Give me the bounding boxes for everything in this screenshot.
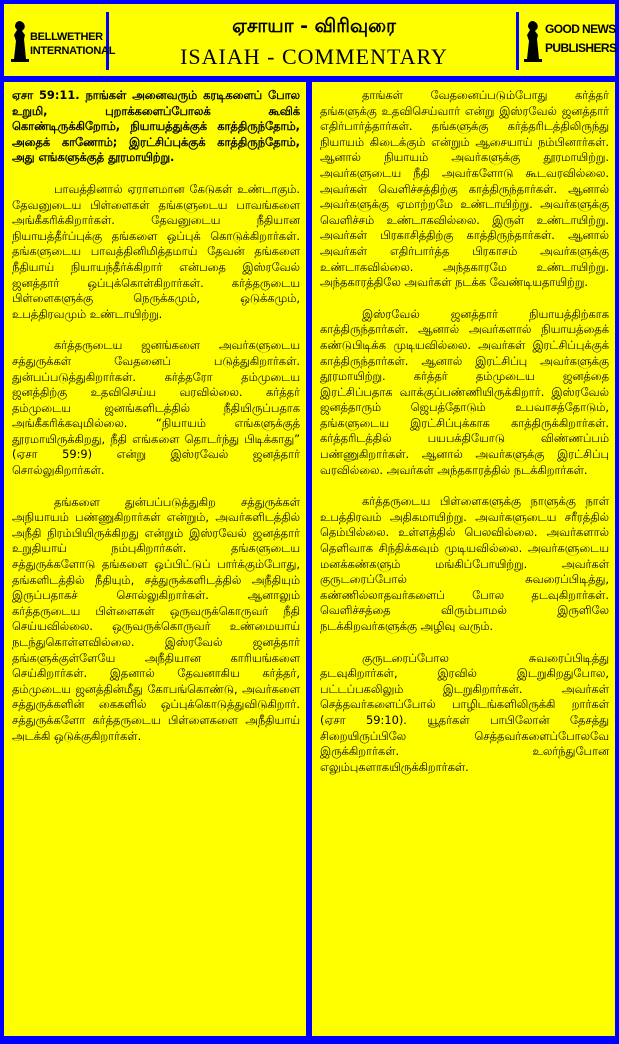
commentary-paragraph: தாங்கள் வேதனைப்படும்போது கர்த்தர் தங்களுக்கு உதவிசெய்வார் என்று இஸ்ரவேல் ஜனத்தார் எதிர்பார்த்தார்கள். தங்களுக்கு கர்த்தரிடத்திலிருந்து நியாயம் கிடைக்கும் என்றும் ஆசையாய் நம்பினார்கள். ஆனால் நியாயம் அவர்களுக்கு தூரமாயிற்று. அவர்களுடைய நீதி அவர்களோடு கூடவரவில்லை. அவர்கள் வெளிச்சத்திற்கு காத்திருந்தார்கள். ஆனால் அவர்களுக்கு ஏமாற்றமே உண்டாயிற்று. அவர்களுக்கு வெளிச்சம் உண்டாகவில்லை. இருள் உண்டாயிற்று. அவர்கள் பிரகாசித்திற்கு காத்திருந்தார்கள். ஆனால் அவர்கள் எதிர்பார்த்த பிரகாசம் அவர்களுக்கு உண்டாகவில்லை. அந்தகாரமே உண்டாயிற்று. அந்தகாரத்திலே அவர்கள் நடக்க வேண்டியதாயிற்று. [320,88,609,290]
logo-right-line2: PUBLISHERS [545,41,617,55]
bellwether-logo-text [30,30,115,58]
header [4,4,615,76]
logo-right-line1: GOOD NEWS [545,22,616,36]
ram-silhouette-icon [11,19,29,63]
commentary-paragraph: இஸ்ரவேல் ஜனத்தார் நியாயத்திற்காக காத்திருந்தார்கள். ஆனால் அவர்களால் நியாயத்தைக் கண்டுபிடிக்க முடியவில்லை. அவர்கள் இரட்சிப்புக்குக் காத்திருந்தார்கள். ஆனால் இரட்சிப்பு அவர்களுக்கு தூரமாயிற்று. கர்த்தர் தம்முடைய ஜனத்தை இரட்சிப்பதாக வாக்குப்பண்ணியிருக்கிறார். இஸ்ரவேல் ஜனத்தாரும் ஜெபத்தோடும் உபவாசத்தோடும், தங்களுடைய இரட்சிப்புக்காக காத்திருக்கிறார்கள். கர்த்தரிடத்தில் பயபக்தியோடு விண்ணப்பம் பண்ணுகிறார்கள். ஆனால் அவர்களுக்கு இரட்சிப்பு வரவில்லை. அவர்கள் அந்தகாரத்தில் நடக்கிறார்கள். [320,306,609,477]
commentary-paragraph: பாவத்தினால் ஏராளமான கேடுகள் உண்டாகும். தேவனுடைய பிள்ளைகள் தங்களுடைய பாவங்களை அங்கீகரிக்கிறார்கள். தேவனுடைய நீதியான நியாயத்தீர்ப்புக்கு தங்களை ஒப்புக் கொடுக்கிறார்கள். தங்களுடைய பாவத்தினிமித்தமாய் தேவன் தங்களை நீதியாய் நியாயந்தீர்க்கிறார் என்பதை இஸ்ரவேல் ஜனத்தார் ஒப்புக்கொள்கிறார்கள். கர்த்தருடைய பிள்ளைகளுக்கு நெருக்கமும், ஒடுக்கமும், உபத்திரவமும் உண்டாயிற்று. [12,181,300,321]
good-news-logo [516,12,617,70]
title-english: ISAIAH - COMMENTARY [180,44,448,69]
title-tamil: ஏசாயா - விரிவுரை [232,15,396,37]
right-column [312,82,615,1036]
logo-left-line1: BELLWETHER [30,31,103,43]
logo-left-line2: INTERNATIONAL [30,45,116,57]
commentary-paragraph: தங்களை துன்பப்படுத்துகிற சத்துருக்கள் அநியாயம் பண்ணுகிறார்கள் என்றும், அவர்களிடத்தில் அநீதி நிரம்பியிருக்கிறது என்றும் இஸ்ரவேல் ஜனத்தார் உறுதியாய் நம்புகிறார்கள். தங்களுடைய சத்துருக்களோடு தங்களை ஒப்பிட்டுப் பார்க்கும்போது, தங்களிடத்தில் நீதியும், சத்துருக்களிடத்தில் அநீதியும் இருப்பதாகச் சொல்லுகிறார்கள். ஆனாலும் கர்த்தருடைய பிள்ளைகள் ஒருவருக்கொருவர் நீதி செய்யவில்லை. ஒருவருக்கொருவர் உண்மையாய் நடந்துகொள்ளவில்லை. இஸ்ரவேல் ஜனத்தார் தங்களுக்குள்ளேயே அநீதியான காரியங்களை செய்கிறார்கள். இதனால் தேவனாகிய கர்த்தர், தம்முடைய ஜனத்தின்மீது கோபங்கொண்டு, அவர்களை சத்துருக்களின் கைகளில் ஒப்புக்கொடுத்துவிடுகிறார். சத்துருக்களோ கர்த்தருடைய பிள்ளைகளை அநீதியாய் அடக்கி ஒடுக்குகிறார்கள். [12,494,300,743]
header-titles [114,10,514,72]
left-column [4,82,306,1036]
commentary-paragraph: கர்த்தருடைய ஜனங்களை அவர்களுடைய சத்துருக்கள் வேதனைப் படுத்துகிறார்கள். துன்பப்படுத்துகிறார்கள். கர்த்தரோ தம்முடைய ஜனத்திற்கு உதவிசெய்ய வரவில்லை. கர்த்தர் தம்முடைய ஜனங்களிடத்தில் நீதியிருப்பதாக அங்கீகரிக்கவுமில்லை. “நியாயம் எங்களுக்குத் தூரமாயிருக்கிறது, நீதி எங்களை தொடர்ந்து பிடிக்காது” (ஏசா 59:9) என்று இஸ்ரவேல் ஜனத்தார் சொல்லுகிறார்கள். [12,338,300,478]
commentary-paragraph: கர்த்தருடைய பிள்ளைகளுக்கு நாளுக்கு நாள் உபத்திரவம் அதிகமாயிற்று. அவர்களுடைய சரீரத்தில் தெம்பில்லை. உள்ளத்தில் பெலவில்லை. அவர்களால் தெளிவாக சிந்திக்கவும் முடியவில்லை. அவர்களுடைய மனக்கண்களும் மங்கிப்போயிற்று. அவர்கள் குருடரைப்போல் சுவரைப்பிடித்து, கண்ணில்லாதவர்களைப் போல தடவுகிறார்கள். வெளிச்சத்தை விரும்பாமல் இருளிலே நடக்கிறவர்களுக்கு அழிவு வரும். [320,494,609,633]
verse-heading: ஏசா 59:11. நாங்கள் அனைவரும் கரடிகளைப் போல உறுமி, புறாக்களைப்போலக் கூவிக் கொண்டிருக்கிறோம், நியாயத்துக்குக் காத்திருந்தோம், அதைக் காணோம்; இரட்சிப்புக்குக் காத்திருந்தோம், அது எங்களுக்குத் தூரமாயிற்று. [12,88,300,165]
good-news-logo-text [545,20,616,58]
ram-silhouette-icon [524,19,542,63]
bellwether-logo [10,12,116,70]
commentary-paragraph: குருடரைப்போல சுவரைப்பிடித்து தடவுகிறார்கள், இரவில் இடறுகிறதுபோல, பட்டப்பகலிலும் இடறுகிறார்கள். அவர்கள் செத்தவர்களைப்போல் பாழிடங்களிலிருக்கி றார்கள் (ஏசா 59:10). யூதர்கள் பாபிலோன் தேசத்து சிறையிருப்பிலே செத்தவர்களைப்போலவே இருக்கிறார்கள். உலர்ந்துபோன எலும்புகளாகயிருக்கிறார்கள். [320,650,609,774]
